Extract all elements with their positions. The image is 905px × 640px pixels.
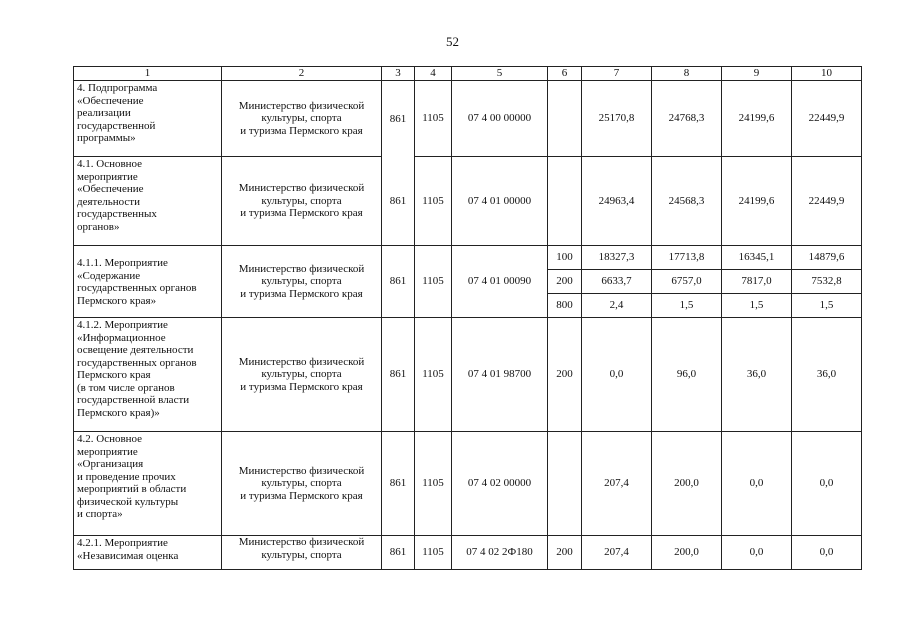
amount-col-8: 24568,3 [652, 157, 722, 246]
column-number-row [74, 67, 862, 81]
amount-col-10: 0,0 [792, 536, 862, 570]
target-article-code: 07 4 01 00000 [452, 157, 548, 246]
expense-type-code: 200 [548, 318, 582, 432]
amount-col-8: 6757,0 [652, 270, 722, 294]
amount-col-9: 36,0 [722, 318, 792, 432]
amount-col-10: 22449,9 [792, 81, 862, 157]
table-row [74, 536, 862, 570]
amount-col-9: 16345,1 [722, 246, 792, 270]
amount-col-10: 36,0 [792, 318, 862, 432]
amount-col-7: 18327,3 [582, 246, 652, 270]
column-header: 5 [452, 67, 548, 81]
responsible-executor: Министерство физической культуры, спорта и туризма Пермского края [222, 157, 382, 246]
target-article-code: 07 4 01 98700 [452, 318, 548, 432]
column-header: 1 [74, 67, 222, 81]
budget-table [73, 66, 862, 570]
amount-col-9: 24199,6 [722, 157, 792, 246]
program-name: 4.2. Основное мероприятие «Организация и проведение прочих мероприятий в области физической культуры и спорта» [74, 432, 222, 536]
amount-col-7: 207,4 [582, 432, 652, 536]
amount-col-10: 0,0 [792, 432, 862, 536]
column-header: 3 [382, 67, 415, 81]
amount-col-8: 1,5 [652, 294, 722, 318]
section-code: 1105 [415, 536, 452, 570]
amount-col-9: 7817,0 [722, 270, 792, 294]
responsible-executor: Министерство физической культуры, спорта и туризма Пермского края [222, 81, 382, 157]
amount-col-7: 24963,4 [582, 157, 652, 246]
section-code: 1105 [415, 318, 452, 432]
grbs-code: 861 [382, 432, 415, 536]
column-header: 4 [415, 67, 452, 81]
table-row [74, 318, 862, 432]
amount-col-9: 1,5 [722, 294, 792, 318]
table-row [74, 157, 862, 246]
column-header: 10 [792, 67, 862, 81]
column-header: 6 [548, 67, 582, 81]
section-code: 1105 [415, 432, 452, 536]
program-name: 4.1.2. Мероприятие «Информационное освещение деятельности государственных органов Пермского края (в том числе органов государственной власти Пермского края)» [74, 318, 222, 432]
target-article-code: 07 4 01 00090 [452, 246, 548, 318]
amount-col-10: 1,5 [792, 294, 862, 318]
amount-col-10: 22449,9 [792, 157, 862, 246]
grbs-code: 861 [382, 157, 415, 246]
column-header: 2 [222, 67, 382, 81]
amount-col-9: 24199,6 [722, 81, 792, 157]
column-header: 9 [722, 67, 792, 81]
responsible-executor: Министерство физической культуры, спорта и туризма Пермского края [222, 246, 382, 318]
expense-type-code: 100 [548, 246, 582, 270]
program-name: 4.1.1. Мероприятие «Содержание государственных органов Пермского края» [74, 246, 222, 318]
amount-col-9: 0,0 [722, 536, 792, 570]
grbs-code: 861 [382, 318, 415, 432]
amount-col-10: 7532,8 [792, 270, 862, 294]
grbs-code: 861 [382, 246, 415, 318]
grbs-code: 861 [382, 536, 415, 570]
amount-col-8: 200,0 [652, 432, 722, 536]
program-name: 4.1. Основное мероприятие «Обеспечение деятельности государственных органов» [74, 157, 222, 246]
table-row [74, 432, 862, 536]
responsible-executor: Министерство физической культуры, спорта и туризма Пермского края [222, 318, 382, 432]
program-name: 4. Подпрограмма «Обеспечение реализации государственной программы» [74, 81, 222, 157]
table-row [74, 81, 862, 157]
section-code: 1105 [415, 81, 452, 157]
amount-col-8: 17713,8 [652, 246, 722, 270]
amount-col-7: 2,4 [582, 294, 652, 318]
target-article-code: 07 4 00 00000 [452, 81, 548, 157]
amount-col-7: 25170,8 [582, 81, 652, 157]
grbs-code: 861 [382, 81, 415, 157]
table-row [74, 246, 862, 270]
expense-type-code [548, 432, 582, 536]
section-code: 1105 [415, 246, 452, 318]
program-name: 4.2.1. Мероприятие «Независимая оценка [74, 536, 222, 570]
section-code: 1105 [415, 157, 452, 246]
target-article-code: 07 4 02 00000 [452, 432, 548, 536]
column-header: 8 [652, 67, 722, 81]
expense-type-code [548, 157, 582, 246]
amount-col-7: 0,0 [582, 318, 652, 432]
expense-type-code: 800 [548, 294, 582, 318]
amount-col-7: 207,4 [582, 536, 652, 570]
amount-col-7: 6633,7 [582, 270, 652, 294]
target-article-code: 07 4 02 2Ф180 [452, 536, 548, 570]
amount-col-10: 14879,6 [792, 246, 862, 270]
expense-type-code: 200 [548, 536, 582, 570]
amount-col-8: 96,0 [652, 318, 722, 432]
amount-col-8: 200,0 [652, 536, 722, 570]
expense-type-code [548, 81, 582, 157]
responsible-executor: Министерство физической культуры, спорта [222, 536, 382, 570]
responsible-executor: Министерство физической культуры, спорта и туризма Пермского края [222, 432, 382, 536]
expense-type-code: 200 [548, 270, 582, 294]
column-header: 7 [582, 67, 652, 81]
amount-col-9: 0,0 [722, 432, 792, 536]
amount-col-8: 24768,3 [652, 81, 722, 157]
page-number: 52 [446, 34, 459, 49]
